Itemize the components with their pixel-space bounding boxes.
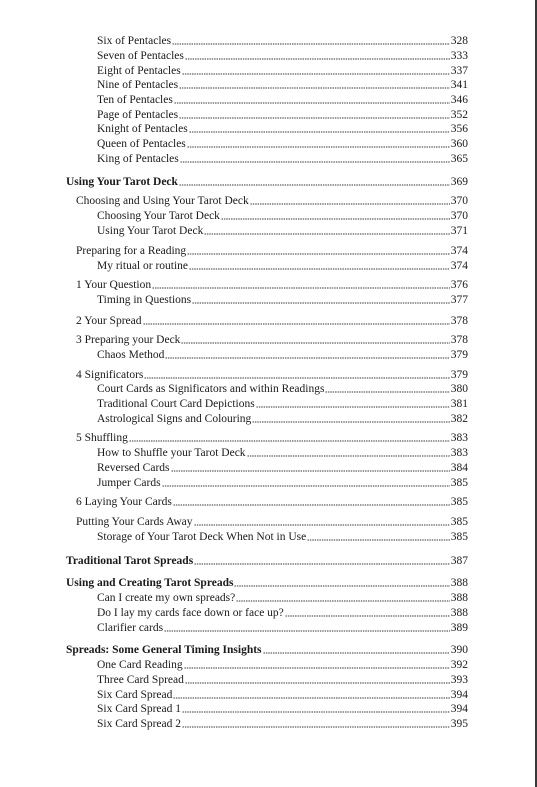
toc-page-number: 393 [450, 674, 468, 686]
toc-page-number: 356 [450, 123, 468, 135]
toc-entry-title: Using Your Tarot Deck [97, 225, 204, 237]
toc-entry-title: Seven of Pentacles [97, 50, 184, 62]
dot-leader [180, 161, 450, 163]
toc-entry[interactable] [76, 494, 468, 509]
toc-entry[interactable] [97, 48, 468, 63]
toc-page-number: 385 [450, 496, 468, 508]
toc-page-number: 388 [450, 592, 468, 604]
toc-entry-title: Using and Creating Tarot Spreads [66, 577, 234, 589]
toc-entry-title: Using Your Tarot Deck [66, 176, 178, 188]
toc-entry-title: Page of Pentacles [97, 109, 179, 121]
toc-page-number: 379 [450, 349, 468, 361]
toc-entry[interactable] [97, 136, 468, 151]
toc-entry-title: Chaos Method [97, 349, 165, 361]
toc-entry-title: One Card Reading [97, 659, 183, 671]
dot-leader [256, 406, 450, 408]
toc-page-number: 360 [450, 138, 468, 150]
toc-chapter-entry[interactable] [66, 642, 468, 657]
toc-entry[interactable] [97, 121, 468, 136]
toc-page-number: 369 [450, 176, 468, 188]
toc-page-number: 388 [450, 577, 468, 589]
toc-entry[interactable] [97, 620, 468, 635]
toc-entry-title: Preparing for a Reading [76, 245, 187, 257]
toc-entry[interactable] [97, 151, 468, 166]
toc-entry-title: Six of Pentacles [97, 35, 172, 47]
toc-entry[interactable] [76, 514, 468, 529]
dot-leader [182, 711, 450, 713]
toc-entry[interactable] [97, 33, 468, 48]
toc-page-number: 390 [450, 644, 468, 656]
dot-leader [173, 504, 450, 506]
dot-leader [152, 287, 450, 289]
toc-entry-title: Queen of Pentacles [97, 138, 186, 150]
dot-leader [250, 203, 450, 205]
toc-entry[interactable] [97, 208, 468, 223]
dot-leader [252, 421, 449, 423]
dot-leader [173, 697, 449, 699]
dot-leader [171, 470, 450, 472]
toc-entry-title: Traditional Court Card Depictions [97, 398, 255, 410]
dot-leader [236, 600, 449, 602]
dot-leader [172, 43, 450, 45]
toc-entry-title: Six Card Spread 1 [97, 703, 182, 715]
toc-entry[interactable] [76, 313, 468, 328]
dot-leader [179, 117, 450, 119]
toc-entry-title: Timing in Questions [97, 294, 192, 306]
toc-page-number: 384 [450, 462, 468, 474]
toc-entry[interactable] [97, 107, 468, 122]
toc-entry[interactable] [97, 347, 468, 362]
toc-chapter-entry[interactable] [66, 553, 468, 568]
dot-leader [143, 323, 450, 325]
toc-page-number: 395 [450, 718, 468, 730]
toc-entry-title: Do I lay my cards face down or face up? [97, 607, 284, 619]
dot-leader [204, 233, 449, 235]
toc-entry[interactable] [97, 475, 468, 490]
toc-entry-title: Eight of Pentacles [97, 65, 181, 77]
toc-entry-title: Putting Your Cards Away [76, 516, 193, 528]
toc-entry[interactable] [76, 277, 468, 292]
toc-entry-title: Ten of Pentacles [97, 94, 173, 106]
toc-page-number: 394 [450, 703, 468, 715]
toc-page-number: 333 [450, 50, 468, 62]
toc-page-number: 377 [450, 294, 468, 306]
toc-page-number: 383 [450, 432, 468, 444]
dot-leader [187, 146, 450, 148]
toc-chapter-entry[interactable] [66, 174, 468, 189]
dot-leader [192, 302, 450, 304]
toc-entry-title: Choosing and Using Your Tarot Deck [76, 195, 249, 207]
toc-entry-title: 6 Laying Your Cards [76, 496, 172, 508]
toc-page-number: 378 [450, 334, 468, 346]
dot-leader [184, 667, 450, 669]
toc-entry-title: Traditional Tarot Spreads [66, 555, 194, 567]
toc-page-number: 385 [450, 516, 468, 528]
toc-entry[interactable] [97, 223, 468, 238]
toc-page-number: 381 [450, 398, 468, 410]
toc-page-number: 370 [450, 210, 468, 222]
dot-leader [165, 357, 449, 359]
toc-entry[interactable] [97, 292, 468, 307]
toc-page-number: 378 [450, 315, 468, 327]
toc-page-number: 346 [450, 94, 468, 106]
toc-page-number: 365 [450, 153, 468, 165]
dot-leader [182, 73, 450, 75]
dot-leader [144, 377, 449, 379]
toc-entry-title: 3 Preparing your Deck [76, 334, 181, 346]
toc-page-number: 385 [450, 531, 468, 543]
dot-leader [185, 58, 450, 60]
toc-page-number: 376 [450, 279, 468, 291]
toc-entry[interactable] [76, 332, 468, 347]
toc-entry[interactable] [97, 63, 468, 78]
dot-leader [234, 585, 449, 587]
dot-leader [247, 455, 450, 457]
toc-page-number: 394 [450, 689, 468, 701]
toc-entry-title: Court Cards as Significators and within Readings [97, 383, 325, 395]
toc-entry[interactable] [97, 411, 468, 426]
toc-entry-title: Can I create my own spreads? [97, 592, 236, 604]
toc-entry-title: Clarifier cards [97, 622, 164, 634]
dot-leader [185, 682, 450, 684]
toc-page-number: 337 [450, 65, 468, 77]
dot-leader [194, 524, 450, 526]
dot-leader [307, 539, 449, 541]
toc-entry-title: Three Card Spread [97, 674, 184, 686]
toc-entry-title: Nine of Pentacles [97, 79, 179, 91]
toc-entry-title: How to Shuffle your Tarot Deck [97, 447, 246, 459]
toc-page-number: 392 [450, 659, 468, 671]
toc-page-number: 389 [450, 622, 468, 634]
toc-entry-title: Reversed Cards [97, 462, 170, 474]
toc-chapter-entry[interactable] [66, 575, 468, 590]
toc-page-number: 383 [450, 447, 468, 459]
dot-leader [221, 218, 450, 220]
toc-entry-title: Six Card Spread 2 [97, 718, 182, 730]
toc-page-number: 380 [450, 383, 468, 395]
toc-entry[interactable] [97, 381, 468, 396]
dot-leader [174, 102, 450, 104]
toc-entry[interactable] [97, 716, 468, 731]
toc-entry-title: Knight of Pentacles [97, 123, 188, 135]
toc-entry[interactable] [97, 605, 468, 620]
toc-entry[interactable] [97, 701, 468, 716]
toc-entry-title: 4 Significators [76, 369, 144, 381]
dot-leader [194, 563, 450, 565]
dot-leader [189, 131, 450, 133]
toc-entry[interactable] [97, 687, 468, 702]
toc-page-number: 382 [450, 413, 468, 425]
toc-page-number: 388 [450, 607, 468, 619]
toc-entry[interactable] [97, 460, 468, 475]
toc-entry-title: 5 Shuffling [76, 432, 128, 444]
toc-entry[interactable] [97, 657, 468, 672]
toc-entry[interactable] [97, 672, 468, 687]
toc-page-number: 387 [450, 555, 468, 567]
dot-leader [189, 268, 450, 270]
toc-page-number: 374 [450, 260, 468, 272]
toc-entry[interactable] [97, 258, 468, 273]
toc-entry-title: Storage of Your Tarot Deck When Not in Use [97, 531, 307, 543]
dot-leader [179, 87, 450, 89]
toc-page-number: 371 [450, 225, 468, 237]
toc-entry[interactable] [97, 92, 468, 107]
dot-leader [182, 726, 450, 728]
toc-entry-title: Jumper Cards [97, 477, 161, 489]
toc-entry-title: King of Pentacles [97, 153, 179, 165]
toc-page-number: 352 [450, 109, 468, 121]
toc-entry[interactable] [76, 193, 468, 208]
toc-entry-title: 2 Your Spread [76, 315, 142, 327]
toc-entry[interactable] [97, 396, 468, 411]
dot-leader [181, 342, 449, 344]
dot-leader [179, 184, 450, 186]
toc-entry[interactable] [76, 367, 468, 382]
toc-page-number: 370 [450, 195, 468, 207]
toc-page-number: 379 [450, 369, 468, 381]
toc-entry[interactable] [76, 243, 468, 258]
toc-entry-title: Spreads: Some General Timing Insights [66, 644, 262, 656]
toc-entry-title: Choosing Your Tarot Deck [97, 210, 220, 222]
toc-entry-title: Astrological Signs and Colouring [97, 413, 252, 425]
toc-page-number: 385 [450, 477, 468, 489]
toc-entry[interactable] [97, 590, 468, 605]
dot-leader [162, 485, 450, 487]
toc-entry[interactable] [97, 529, 468, 544]
toc-page-number: 341 [450, 79, 468, 91]
toc-page-number: 374 [450, 245, 468, 257]
toc-entry[interactable] [97, 77, 468, 92]
dot-leader [285, 615, 450, 617]
toc-entry[interactable] [76, 430, 468, 445]
toc-entry-title: My ritual or routine [97, 260, 189, 272]
dot-leader [129, 440, 450, 442]
dot-leader [187, 253, 450, 255]
dot-leader [325, 391, 449, 393]
dot-leader [263, 652, 450, 654]
toc-entry-title: Six Card Spread [97, 689, 173, 701]
toc-entry-title: 1 Your Question [76, 279, 152, 291]
dot-leader [164, 630, 450, 632]
toc-page-number: 328 [450, 35, 468, 47]
toc-entry[interactable] [97, 445, 468, 460]
